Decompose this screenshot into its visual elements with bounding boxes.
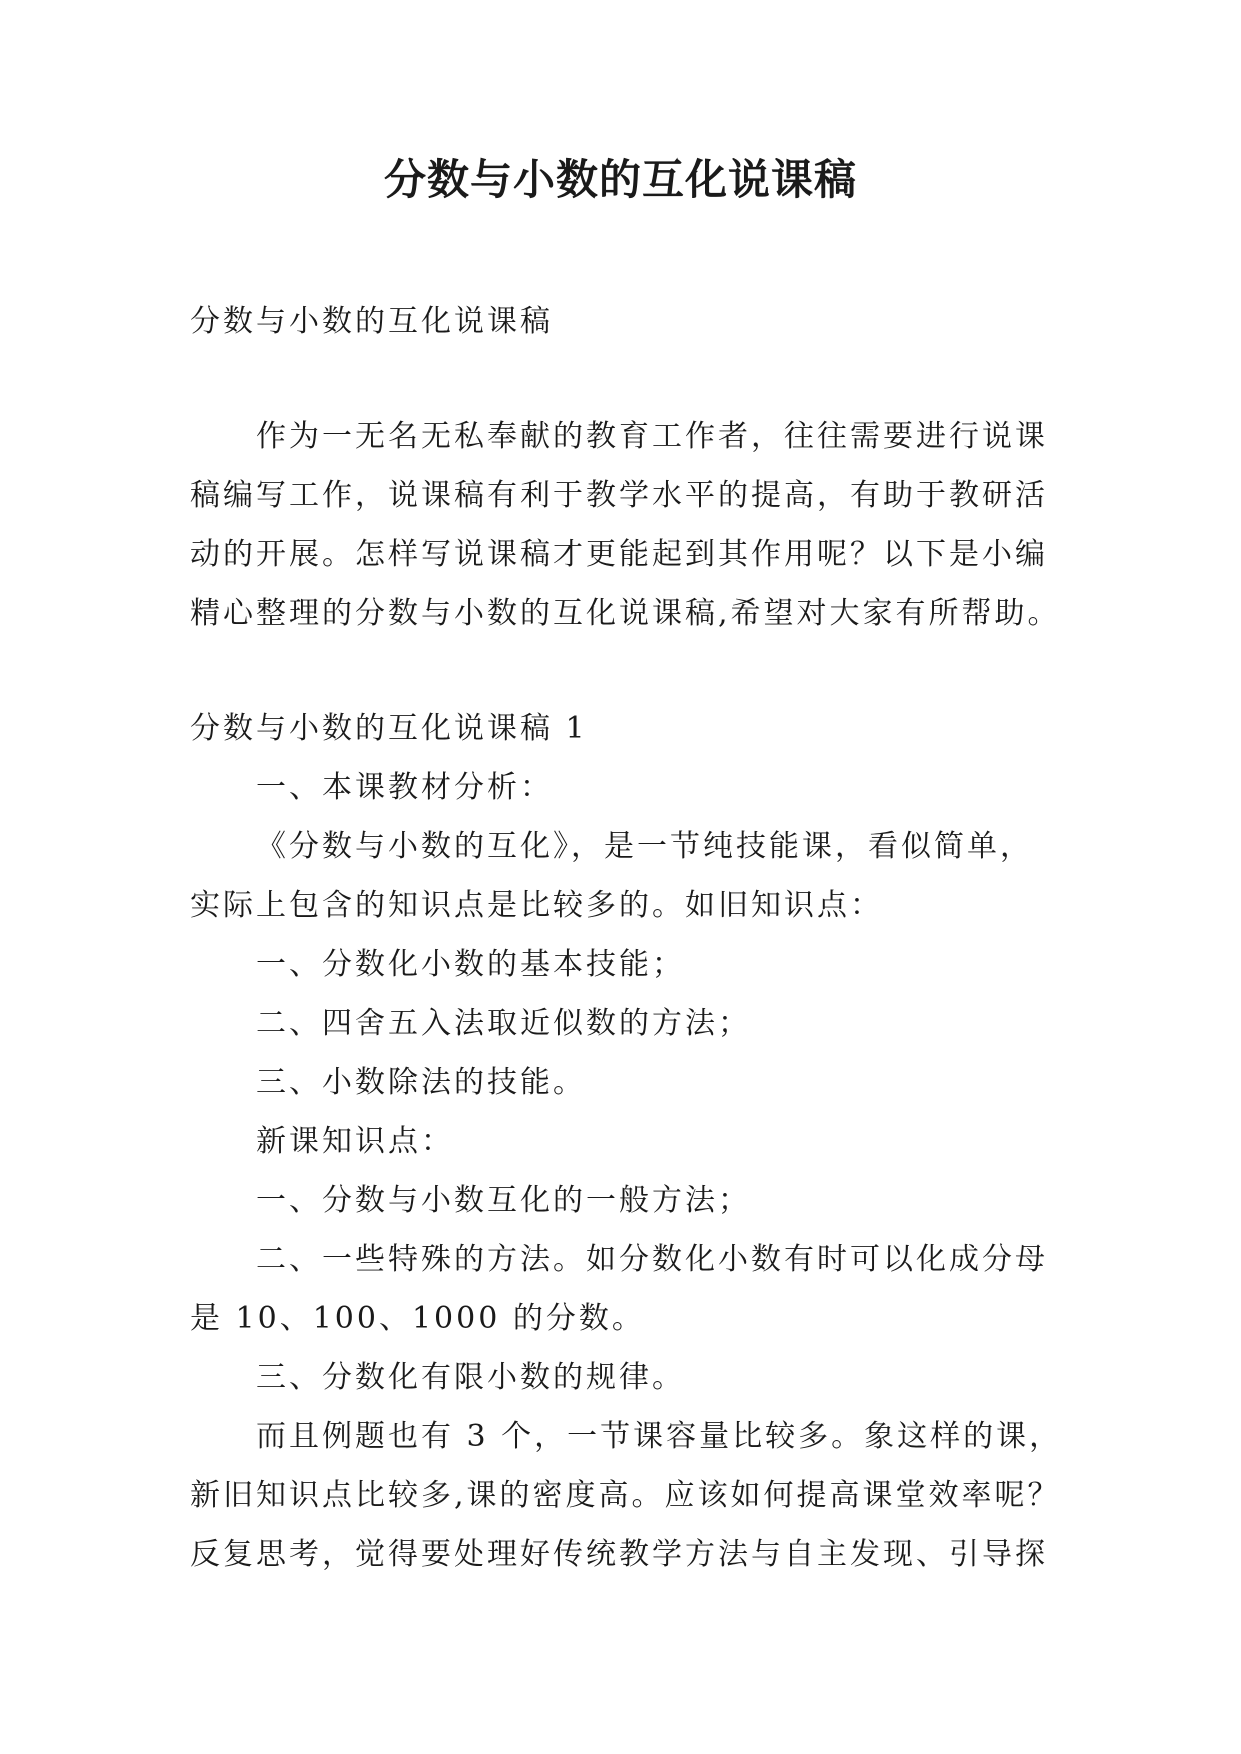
section-heading: 分数与小数的互化说课稿 1 [190,711,588,746]
document-title: 分数与小数的互化说课稿 [383,155,857,204]
body-line: 新课知识点： [256,1124,454,1159]
body-line: 实际上包含的知识点是比较多的。如旧知识点： [190,888,883,923]
body-line: 《分数与小数的互化》，是一节纯技能课，看似简单， [256,829,1033,864]
intro-line: 精心整理的分数与小数的互化说课稿,希望对大家有所帮助。 [190,596,1061,631]
paragraph-gap [190,351,1055,407]
body-line: 三、分数化有限小数的规律。 [256,1360,685,1395]
body-line: 二、四舍五入法取近似数的方法； [256,1006,751,1041]
body-line: 二、一些特殊的方法。如分数化小数有时可以化成分母 [256,1242,1048,1277]
body-line: 一、分数与小数互化的一般方法； [256,1183,751,1218]
body-line: 一、分数化小数的基本技能； [256,947,685,982]
paragraph-gap [190,643,1055,699]
body-line: 三、小数除法的技能。 [256,1065,586,1100]
body-line: 新旧知识点比较多,课的密度高。应该如何提高课堂效率呢？ [190,1478,1061,1513]
body-line: 而且例题也有 3 个，一节课容量比较多。象这样的课， [256,1419,1063,1454]
intro-line: 动的开展。怎样写说课稿才更能起到其作用呢？以下是小编 [190,537,1048,572]
body-line: 一、本课教材分析： [256,770,553,805]
intro-line: 稿编写工作，说课稿有利于教学水平的提高，有助于教研活 [190,478,1048,513]
document-body [190,292,1063,1584]
subtitle: 分数与小数的互化说课稿 [190,304,553,339]
body-line: 反复思考，觉得要处理好传统教学方法与自主发现、引导探 [190,1537,1048,1572]
body-line: 是 10、100、1000 的分数。 [190,1301,645,1336]
intro-line: 作为一无名无私奉献的教育工作者，往往需要进行说课 [256,419,1048,454]
